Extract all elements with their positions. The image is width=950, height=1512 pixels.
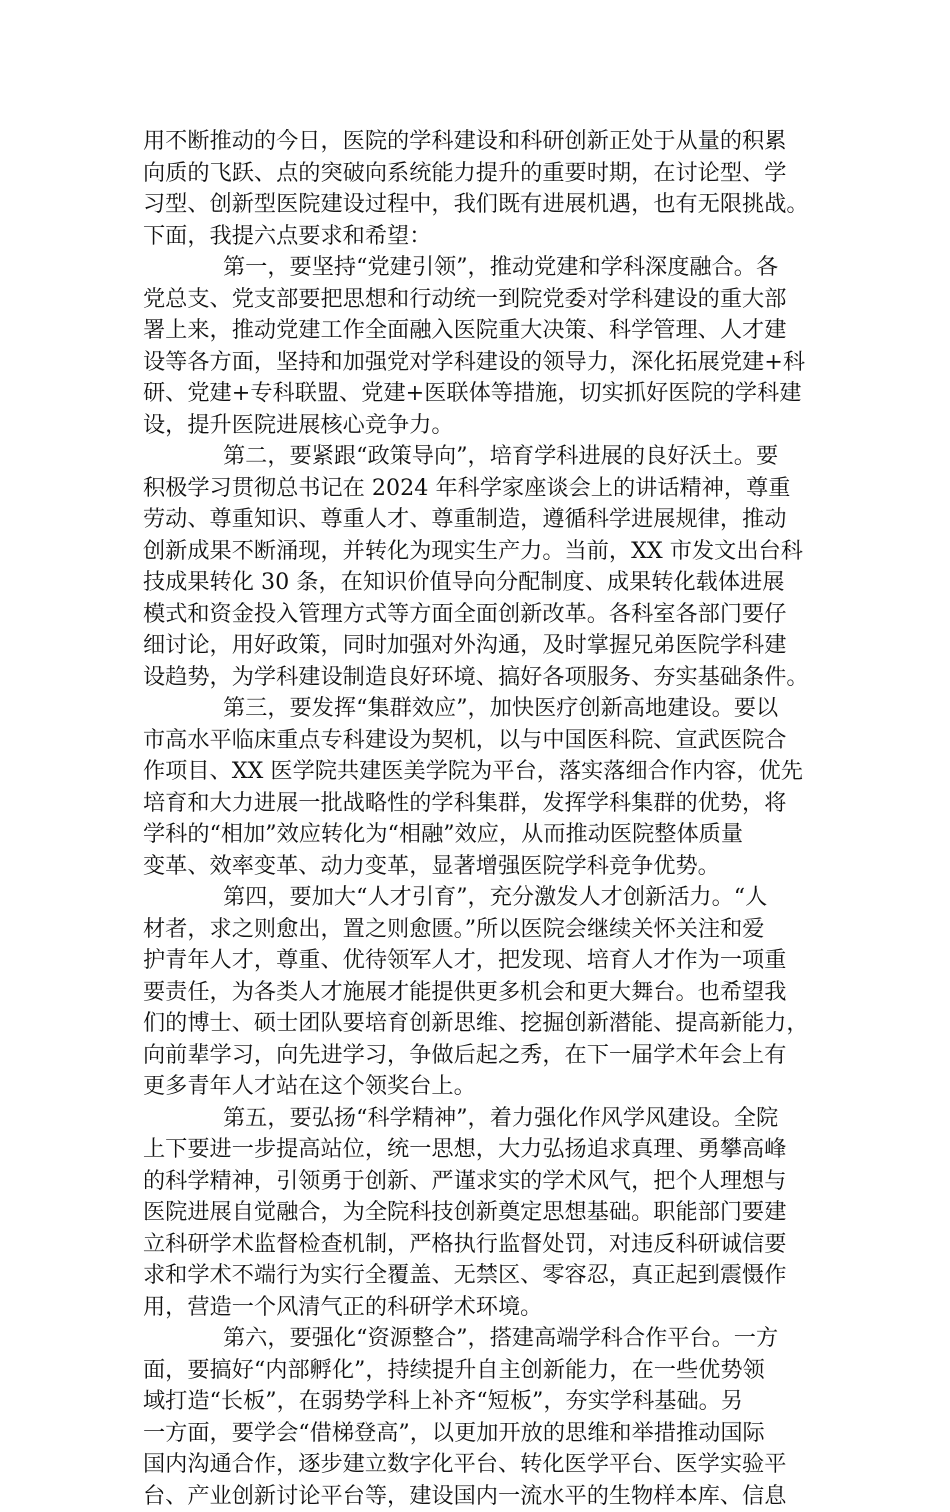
text-line: 模式和资金投入管理方式等方面全面创新改革。各科室各部门要仔 <box>143 599 825 631</box>
paragraph-first-line: 第三，要发挥“集群效应”，加快医疗创新高地建设。要以 <box>143 693 825 725</box>
paragraph-first-line: 第六，要强化“资源整合”，搭建高端学科合作平台。一方 <box>143 1323 825 1355</box>
text-line: 材者，求之则愈出，置之则愈匮。”所以医院会继续关怀关注和爱 <box>143 914 825 946</box>
text-line: 创新成果不断涌现，并转化为现实生产力。当前，XX 市发文出台科 <box>143 536 825 568</box>
text-line: 培育和大力进展一批战略性的学科集群，发挥学科集群的优势，将 <box>143 788 825 820</box>
text-line: 国内沟通合作，逐步建立数字化平台、转化医学平台、医学实验平 <box>143 1449 825 1481</box>
text-line: 域打造“长板”，在弱势学科上补齐“短板”，夯实学科基础。另 <box>143 1386 825 1418</box>
text-line: 面，要搞好“内部孵化”，持续提升自主创新能力，在一些优势领 <box>143 1355 825 1387</box>
text-line: 变革、效率变革、动力变革，显著增强医院学科竞争优势。 <box>143 851 825 883</box>
text-line: 细讨论，用好政策，同时加强对外沟通，及时掌握兄弟医院学科建 <box>143 630 825 662</box>
text-line: 设趋势，为学科建设制造良好环境、搞好各项服务、夯实基础条件。 <box>143 662 825 694</box>
document-body <box>143 126 825 1512</box>
text-line: 向质的飞跃、点的突破向系统能力提升的重要时期，在讨论型、学 <box>143 158 825 190</box>
paragraph-first-line: 第四，要加大“人才引育”，充分激发人才创新活力。“人 <box>143 882 825 914</box>
paragraph-first-line: 第一，要坚持“党建引领”，推动党建和学科深度融合。各 <box>143 252 825 284</box>
text-line: 们的博士、硕士团队要培育创新思维、挖掘创新潜能、提高新能力， <box>143 1008 825 1040</box>
text-line: 积极学习贯彻总书记在 2024 年科学家座谈会上的讲话精神，尊重 <box>143 473 825 505</box>
text-line: 研、党建+专科联盟、党建+医联体等措施，切实抓好医院的学科建 <box>143 378 825 410</box>
text-line: 台、产业创新讨论平台等，建设国内一流水平的生物样本库、信息 <box>143 1481 825 1512</box>
text-line: 设，提升医院进展核心竞争力。 <box>143 410 825 442</box>
text-line: 署上来，推动党建工作全面融入医院重大决策、科学管理、人才建 <box>143 315 825 347</box>
paragraph-first-line: 第二，要紧跟“政策导向”，培育学科进展的良好沃土。要 <box>143 441 825 473</box>
text-line: 学科的“相加”效应转化为“相融”效应，从而推动医院整体质量 <box>143 819 825 851</box>
text-line: 求和学术不端行为实行全覆盖、无禁区、零容忍，真正起到震慑作 <box>143 1260 825 1292</box>
text-line: 用不断推动的今日，医院的学科建设和科研创新正处于从量的积累 <box>143 126 825 158</box>
text-line: 习型、创新型医院建设过程中，我们既有进展机遇，也有无限挑战。 <box>143 189 825 221</box>
text-line: 护青年人才，尊重、优待领军人才，把发现、培育人才作为一项重 <box>143 945 825 977</box>
text-line: 立科研学术监督检查机制，严格执行监督处罚，对违反科研诚信要 <box>143 1229 825 1261</box>
text-line: 的科学精神，引领勇于创新、严谨求实的学术风气，把个人理想与 <box>143 1166 825 1198</box>
text-line: 技成果转化 30 条，在知识价值导向分配制度、成果转化载体进展 <box>143 567 825 599</box>
text-line: 劳动、尊重知识、尊重人才、尊重制造，遵循科学进展规律，推动 <box>143 504 825 536</box>
text-line: 一方面，要学会“借梯登高”，以更加开放的思维和举措推动国际 <box>143 1418 825 1450</box>
text-line: 党总支、党支部要把思想和行动统一到院党委对学科建设的重大部 <box>143 284 825 316</box>
text-line: 更多青年人才站在这个领奖台上。 <box>143 1071 825 1103</box>
text-line: 医院进展自觉融合，为全院科技创新奠定思想基础。职能部门要建 <box>143 1197 825 1229</box>
text-line: 作项目、XX 医学院共建医美学院为平台，落实落细合作内容，优先 <box>143 756 825 788</box>
text-line: 向前辈学习，向先进学习，争做后起之秀，在下一届学术年会上有 <box>143 1040 825 1072</box>
text-line: 要责任，为各类人才施展才能提供更多机会和更大舞台。也希望我 <box>143 977 825 1009</box>
text-line: 市高水平临床重点专科建设为契机，以与中国医科院、宣武医院合 <box>143 725 825 757</box>
paragraph-first-line: 第五，要弘扬“科学精神”，着力强化作风学风建设。全院 <box>143 1103 825 1135</box>
text-line: 用，营造一个风清气正的科研学术环境。 <box>143 1292 825 1324</box>
text-line: 下面，我提六点要求和希望： <box>143 221 825 253</box>
text-line: 上下要进一步提高站位，统一思想，大力弘扬追求真理、勇攀高峰 <box>143 1134 825 1166</box>
text-line: 设等各方面，坚持和加强党对学科建设的领导力，深化拓展党建+科 <box>143 347 825 379</box>
